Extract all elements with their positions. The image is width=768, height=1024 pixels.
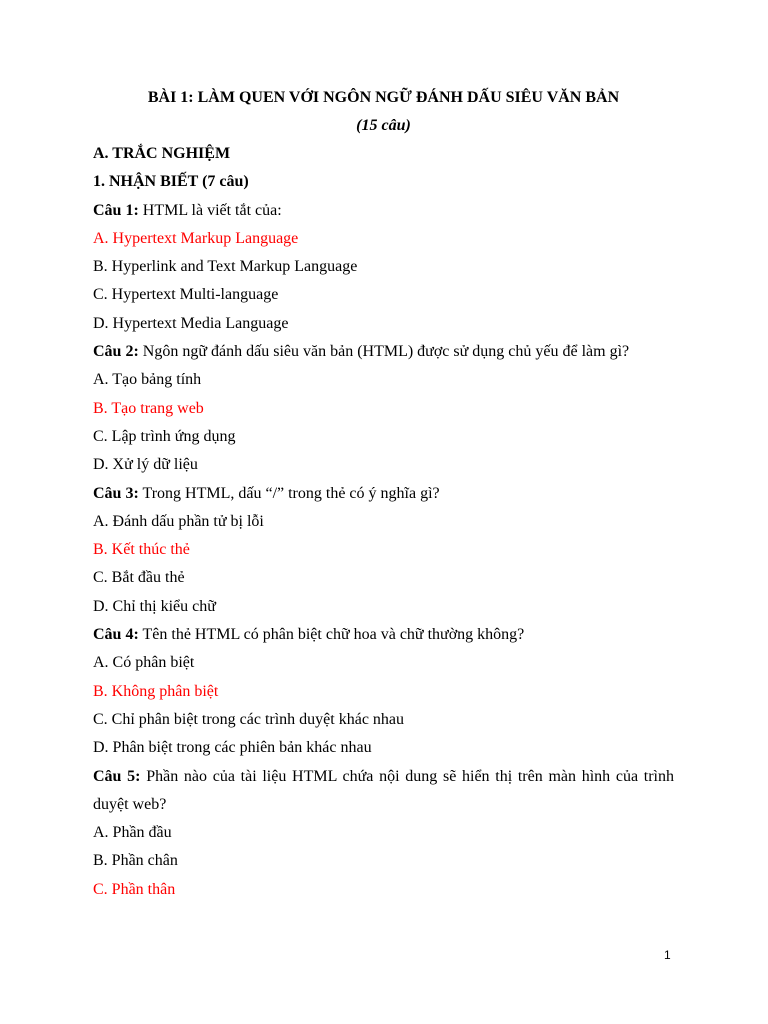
option-4d: D. Phân biệt trong các phiên bản khác nhau — [93, 739, 372, 757]
question-text: HTML là viết tắt của: — [138, 201, 282, 219]
page-subtitle: (15 câu) — [356, 117, 411, 134]
option-1c: C. Hypertext Multi-language — [93, 286, 279, 304]
question-label: Câu 3: — [93, 484, 139, 502]
question-text: Phần nào của tài liệu HTML chứa nội dung sẽ hiển thị trên màn hình của trình duyệt web? — [93, 767, 674, 813]
option-3c: C. Bắt đầu thẻ — [93, 569, 185, 587]
option-4a: A. Có phân biệt — [93, 654, 195, 672]
option-2a: A. Tạo bảng tính — [93, 371, 202, 389]
option-5a: A. Phần đầu — [93, 824, 172, 842]
option-1d: D. Hypertext Media Language — [93, 314, 289, 332]
option-2d: D. Xử lý dữ liệu — [93, 456, 198, 474]
option-4b: B. Không phân biệt — [93, 682, 219, 700]
option-3d: D. Chỉ thị kiểu chữ — [93, 597, 216, 615]
option-3b: B. Kết thúc thẻ — [93, 541, 190, 559]
question-text: Tên thẻ HTML có phân biệt chữ hoa và chữ thường không? — [138, 626, 525, 644]
document-page — [93, 84, 674, 904]
question-label: Câu 1: — [93, 201, 139, 219]
page-number: 1 — [664, 948, 671, 962]
section-heading: A. TRẮC NGHIỆM — [93, 145, 231, 162]
option-4c: C. Chỉ phân biệt trong các trình duyệt khác nhau — [93, 710, 405, 728]
question-4 — [93, 621, 674, 649]
option-1b: B. Hyperlink and Text Markup Language — [93, 258, 358, 276]
option-3a: A. Đánh dấu phần tử bị lỗi — [93, 512, 264, 530]
question-5 — [93, 763, 674, 820]
option-5c: C. Phần thân — [93, 880, 176, 898]
option-1a: A. Hypertext Markup Language — [93, 229, 299, 247]
question-label: Câu 4: — [93, 626, 139, 644]
page-title: BÀI 1: LÀM QUEN VỚI NGÔN NGỮ ĐÁNH DẤU SIÊU VĂN BẢN — [147, 89, 620, 106]
question-text: Ngôn ngữ đánh dấu siêu văn bản (HTML) được sử dụng chủ yếu để làm gì? — [138, 343, 630, 361]
question-3 — [93, 480, 674, 508]
option-2c: C. Lập trình ứng dụng — [93, 427, 236, 445]
option-5b: B. Phần chân — [93, 852, 178, 870]
question-label: Câu 2: — [93, 343, 139, 361]
option-2b: B. Tạo trang web — [93, 399, 204, 417]
question-1 — [93, 197, 674, 225]
question-label: Câu 5: — [93, 767, 141, 785]
question-text: Trong HTML, dấu “/” trong thẻ có ý nghĩa gì? — [138, 484, 440, 502]
subsection-heading: 1. NHẬN BIẾT (7 câu) — [93, 173, 249, 191]
question-2 — [93, 338, 674, 366]
